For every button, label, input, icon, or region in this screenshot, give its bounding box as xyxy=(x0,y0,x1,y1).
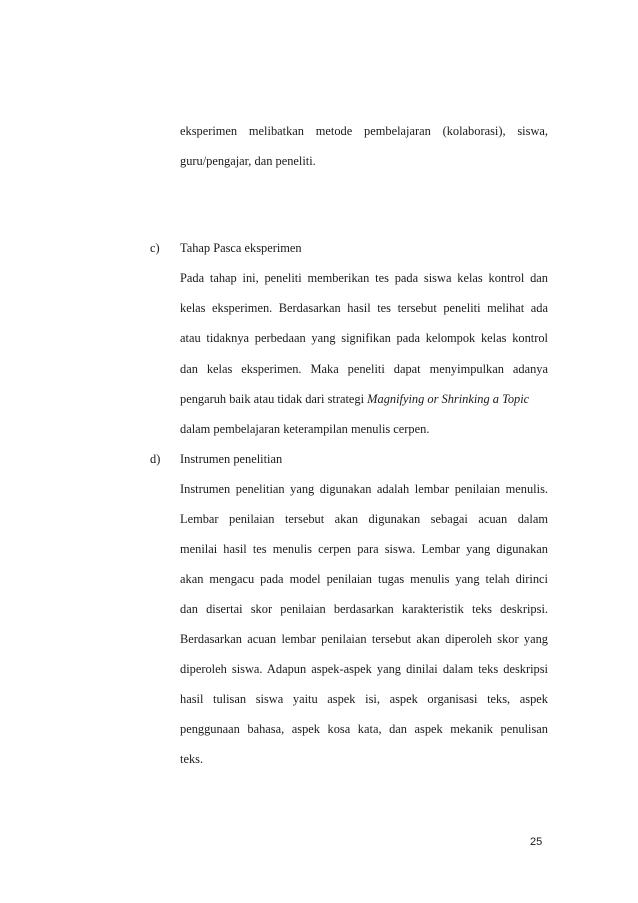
strategy-name: Magnifying or Shrinking a Topic xyxy=(367,392,530,406)
section-d-line-9: penggunaan bahasa, aspek kosa kata, dan aspek mekanik penulisan xyxy=(180,722,548,736)
section-d-line-8: hasil tulisan siswa yaitu aspek isi, aspek organisasi teks, aspek xyxy=(180,692,548,706)
page-number: 25 xyxy=(530,836,543,848)
section-c-line-1: Pada tahap ini, peneliti memberikan tes pada siswa kelas kontrol dan xyxy=(180,271,548,285)
intro-line-1: eksperimen melibatkan metode pembelajaran (kolaborasi), siswa, xyxy=(180,124,548,138)
section-d-line-2: Lembar penilaian tersebut akan digunakan sebagai acuan dalam xyxy=(180,512,548,526)
section-d-line-5: dan disertai skor penilaian berdasarkan karakteristik teks deskripsi. xyxy=(180,602,548,616)
section-d-line-7: diperoleh siswa. Adapun aspek-aspek yang dinilai dalam teks deskripsi xyxy=(180,662,548,676)
intro-line-2: guru/pengajar, dan peneliti. xyxy=(180,154,316,168)
section-c-line-4: dan kelas eksperimen. Maka peneliti dapat menyimpulkan adanya xyxy=(180,362,548,376)
section-d-marker: d) xyxy=(150,452,161,466)
section-c-line-3: atau tidaknya perbedaan yang signifikan pada kelompok kelas kontrol xyxy=(180,331,548,345)
section-d-line-6: Berdasarkan acuan lembar penilaian tersebut akan diperoleh skor yang xyxy=(180,632,548,646)
section-d-line-10: teks. xyxy=(180,752,204,766)
section-d-line-1: Instrumen penelitian yang digunakan adalah lembar penilaian menulis. xyxy=(180,482,548,496)
section-c-line-5-text: pengaruh baik atau tidak dari strategi xyxy=(180,392,368,406)
section-c-marker: c) xyxy=(150,241,160,255)
section-c-line-5 xyxy=(180,391,548,407)
section-c-line-2: kelas eksperimen. Berdasarkan hasil tes tersebut peneliti melihat ada xyxy=(180,301,548,315)
section-d-line-3: menilai hasil tes menulis cerpen para siswa. Lembar yang digunakan xyxy=(180,542,548,556)
section-d-line-4: akan mengacu pada model penilaian tugas menulis yang telah dirinci xyxy=(180,572,548,586)
section-c-line-6: dalam pembelajaran keterampilan menulis cerpen. xyxy=(180,422,430,436)
section-d-heading: Instrumen penelitian xyxy=(180,452,283,466)
section-c-heading: Tahap Pasca eksperimen xyxy=(180,241,302,255)
